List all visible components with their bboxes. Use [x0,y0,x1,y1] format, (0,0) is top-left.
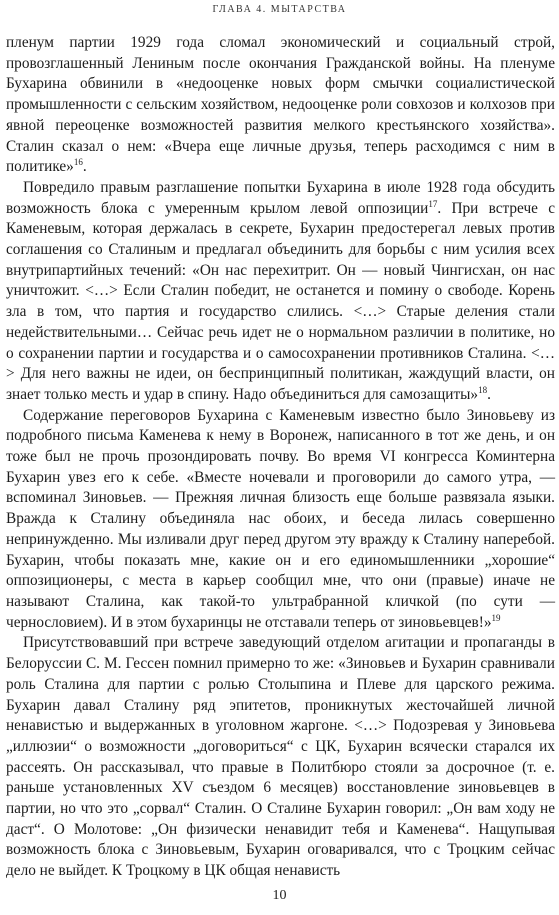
page-number: 10 [272,888,287,903]
paragraph-2 [6,178,555,406]
paragraph-4 [6,633,555,881]
paragraph-tail: . [82,158,87,176]
paragraph-text: пленум партии 1929 года сломал экономический и социальный строй, провозглашенный Лениным после окончания Гражданской войны. На пленуме Бухарина обвинили в «недооценке новых форм смычки социалистической промышленности с сельским хозяйством, недооценке роли совхозов и колхозов при явной переоценке возможностей развития мелкого крестьянского хозяйства». Сталин сказал о нем: «Вчера еще личные друзья, теперь расходимся с ним в политике» [6,34,555,176]
body-text [6,33,555,882]
footnote-ref-18: 18 [478,384,488,395]
paragraph-tail: . При встрече с Каменевым, которая держалась в секрете, Бухарин предостерегал левых против соглашения со Сталиным и предлагал объединить для борьбы с ним усилия всех внутрипартийных течений: «Он нас перехитрит. Он — новый Чингисхан, он нас уничтожит. <…> Если Сталин победит, не останется и помину о свободе. Корень зла в том, что партия и государство слились. <…> Старые деления стали недействительными… Сейчас речь идет не о нормальном различии в политике, но о сохранении партии и государства и о самосохранении противников Сталина. <…> Для него важны не идеи, он беспринципный политикан, жаждущий власти, он знает только месть и удар в спину. Надо объединиться для самозащиты» [6,199,555,403]
paragraph-3 [6,406,555,634]
paragraph-text: Присутствовавший при встрече заведующий отделом агитации и пропаганды в Белоруссии С. М. Гессен помнил примерно то же: «Зиновьев и Бухарин сравнивали роль Сталина для партии с ролью Столыпина и Плеве для царского режима. Бухарин давал Сталину ряд эпитетов, проникнутых жесточайшей личной ненавистью и выдержанных в уголовном жаргоне. <…> Подозревая у Зиновьева „иллюзии“ о возможности „договориться“ с ЦК, Бухарин всячески старался их рассеять. Он рассказывал, что правые в Политбюро стояли за досрочное (т. е. раньше установленных XV съездом 6 месяцев) восстановление зиновьевцев в партии, но что это „сорвал“ Сталин. О Сталине Бухарин говорил: „Он вам ходу не даст“. О Молотове: „Он физически ненавидит тебя и Каменева“. Нащупывая возможность блока с Зиновьевым, Бухарин оговаривался, что с Троцким сейчас дело не выйдет. К Троцкому в ЦК общая ненависть [6,634,555,880]
paragraph-tail: . [487,385,491,403]
paragraph-text: Повредило правым разглашение попытки Бухарина в июле 1928 года обсудить возможность блока с умеренным крылом левой оппозиции [6,178,555,217]
footnote-ref-19: 19 [491,612,501,623]
running-head: ГЛАВА 4. МЫТАРСТВА [212,4,347,15]
paragraph-text: Содержание переговоров Бухарина с Каменевым известно было Зиновьеву из подробного письма Каменева к нему в Воронеж, написанного в тот же день, и он тоже был не прочь прозондировать почву. Во время VI конгресса Коминтерна Бухарин увез его к себе. «Вместе ночевали и проговорили до самого утра, — вспоминал Зиновьев. — Прежняя личная близость еще больше развязала языки. Вражда к Сталину объединяла нас обоих, и беседа лилась совершенно непринужденно. Мы изливали друг перед другом эту вражду к Сталину наперебой. Бухарин, чтобы показать мне, какие он и его единомышленники „хорошие“ оппозиционеры, с места в карьер сообщил мне, что они (правые) иначе не называют Сталина, как такой-то ультрабранной кличкой (по сути — чернословием). И в этом бухаринцы не отставали теперь от зиновьевцев!» [6,406,555,631]
footnote-ref-17: 17 [428,198,438,209]
paragraph-1 [6,33,555,178]
footnote-ref-16: 16 [73,157,83,168]
